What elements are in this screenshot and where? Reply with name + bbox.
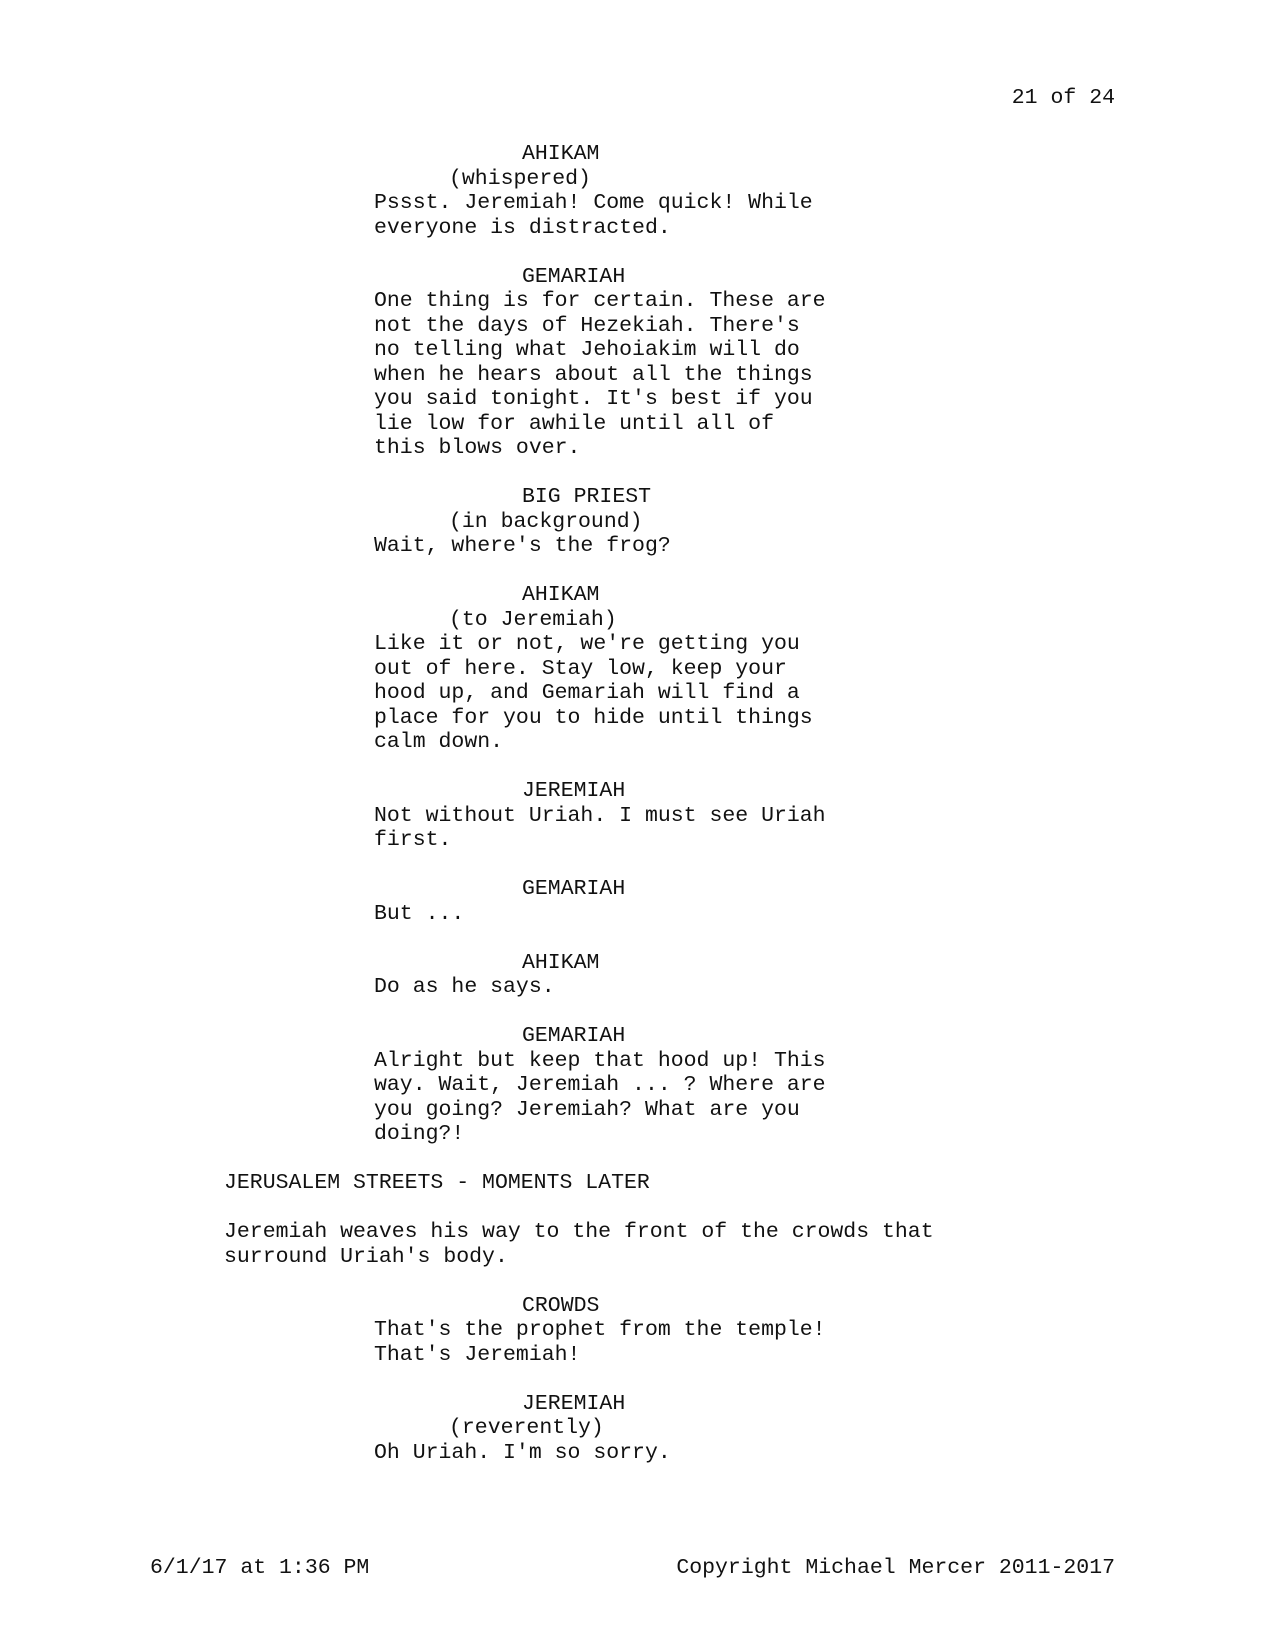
parenthetical: (whispered) <box>449 166 591 191</box>
character-name: AHIKAM <box>522 142 600 166</box>
parenthetical: (to Jeremiah) <box>449 607 617 632</box>
dialogue-line: Wait, where's the frog? <box>374 534 671 558</box>
character-name: JEREMIAH <box>522 779 626 803</box>
character-name: AHIKAM <box>522 950 600 975</box>
dialogue-line: Do as he says. <box>374 975 555 999</box>
dialogue-line: Not without Uriah. I must see Uriah <box>374 803 826 828</box>
dialogue-line: everyone is distracted. <box>374 215 671 240</box>
scene-heading: JERUSALEM STREETS - MOMENTS LATER <box>224 1171 650 1195</box>
dialogue-line: Alright but keep that hood up! This <box>374 1048 826 1073</box>
dialogue-block <box>0 583 1275 755</box>
dialogue-line: place for you to hide until things <box>374 705 813 730</box>
dialogue-line: One thing is for certain. These are <box>374 289 826 313</box>
character-name: GEMARIAH <box>522 1024 626 1048</box>
footer-copyright: Copyright Michael Mercer 2011-2017 <box>676 1556 1115 1580</box>
dialogue-line: But ... <box>374 901 465 926</box>
action-line: Jeremiah weaves his way to the front of the crowds that <box>224 1220 934 1244</box>
character-name: CROWDS <box>522 1293 600 1318</box>
character-name: BIG PRIEST <box>522 485 652 509</box>
dialogue-block <box>0 1024 1275 1147</box>
character-name: AHIKAM <box>522 583 600 607</box>
dialogue-line: you said tonight. It's best if you <box>374 387 813 411</box>
dialogue-line: hood up, and Gemariah will find a <box>374 681 800 705</box>
parenthetical: (in background) <box>449 509 643 534</box>
screenplay-body <box>0 142 1275 1490</box>
scene-heading-block <box>0 1171 1275 1196</box>
page-number: 21 of 24 <box>1011 86 1115 110</box>
dialogue-line: out of here. Stay low, keep your <box>374 656 787 681</box>
dialogue-line: lie low for awhile until all of <box>374 411 774 436</box>
action-block <box>0 1220 1275 1269</box>
dialogue-line: That's Jeremiah! <box>374 1342 581 1367</box>
dialogue-line: way. Wait, Jeremiah ... ? Where are <box>374 1073 826 1097</box>
dialogue-line: Pssst. Jeremiah! Come quick! While <box>374 191 813 215</box>
dialogue-line: this blows over. <box>374 436 581 460</box>
dialogue-block <box>0 877 1275 926</box>
dialogue-line: calm down. <box>374 730 504 754</box>
dialogue-line: no telling what Jehoiakim will do <box>374 338 800 362</box>
parenthetical: (reverently) <box>449 1416 604 1440</box>
character-name: JEREMIAH <box>522 1391 626 1416</box>
dialogue-line: doing?! <box>374 1122 465 1146</box>
dialogue-line: Like it or not, we're getting you <box>374 632 800 656</box>
dialogue-block <box>0 485 1275 559</box>
character-name: GEMARIAH <box>522 877 626 901</box>
dialogue-block <box>0 1392 1275 1466</box>
dialogue-line: Oh Uriah. I'm so sorry. <box>374 1440 671 1465</box>
dialogue-block <box>0 779 1275 853</box>
dialogue-block <box>0 951 1275 1000</box>
dialogue-line: not the days of Hezekiah. There's <box>374 313 800 338</box>
dialogue-line: That's the prophet from the temple! <box>374 1318 826 1342</box>
dialogue-line: you going? Jeremiah? What are you <box>374 1097 800 1122</box>
dialogue-block <box>0 142 1275 240</box>
action-line: surround Uriah's body. <box>224 1244 508 1269</box>
dialogue-line: first. <box>374 828 452 852</box>
dialogue-block <box>0 265 1275 461</box>
footer-date: 6/1/17 at 1:36 PM <box>150 1556 370 1580</box>
dialogue-block <box>0 1294 1275 1368</box>
dialogue-line: when he hears about all the things <box>374 362 813 387</box>
character-name: GEMARIAH <box>522 264 626 289</box>
